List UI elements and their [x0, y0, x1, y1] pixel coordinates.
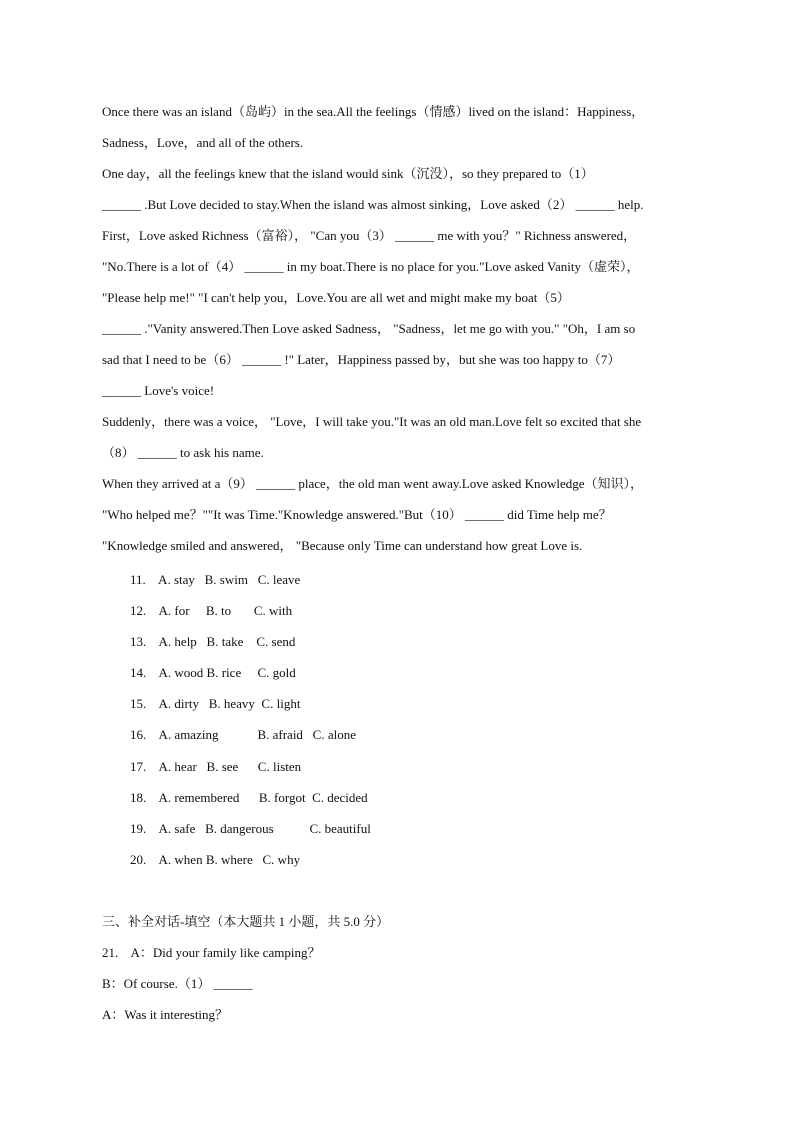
question-option-row: 17. A. hear B. see C. listen	[130, 758, 302, 774]
question-option-row: 13. A. help B. take C. send	[130, 634, 296, 650]
passage-line: （8） ______ to ask his name.	[102, 445, 264, 460]
passage-line: "Please help me!" "I can't help you，Love.You are all wet and might make my boat（5）	[102, 290, 570, 305]
dialogue-line: B：Of course.（1） ______	[102, 976, 253, 991]
passage-line: ______ ."Vanity answered.Then Love asked Sadness， "Sadness，let me go with you." "Oh，I am so	[102, 321, 636, 336]
passage-line: ______ Love's voice!	[102, 383, 215, 398]
passage-line: Once there was an island（岛屿）in the sea.All the feelings（情感）lived on the island：Happiness，	[102, 104, 645, 119]
passage-line: "No.There is a lot of（4） ______ in my boat.There is no place for you."Love asked Vanity（虚荣），	[102, 259, 640, 274]
question-option-row: 11. A. stay B. swim C. leave	[130, 572, 301, 587]
passage-line: When they arrived at a（9） ______ place，the old man went away.Love asked Knowledge（知识），	[102, 476, 644, 491]
dialogue-line: 21. A：Did your family like camping？	[102, 945, 321, 960]
question-option-row: 18. A. remembered B. forgot C. decided	[130, 789, 368, 805]
passage-line: "Knowledge smiled and answered， "Because only Time can understand how great Love is.	[102, 538, 583, 553]
dialogue-section	[102, 912, 702, 1036]
dialogue-line: A：Was it interesting？	[102, 1007, 229, 1022]
answer-options-list	[130, 570, 630, 881]
passage-line: sad that I need to be（6） ______ !" Later，Happiness passed by，but she was too happy to（7）	[102, 352, 621, 367]
passage-line: Sadness，Love，and all of the others.	[102, 135, 304, 150]
passage-line: One day，all the feelings knew that the island would sink（沉没），so they prepared to（1）	[102, 166, 594, 181]
passage-line: Suddenly，there was a voice， "Love，I will take you."It was an old man.Love felt so excited that she	[102, 414, 642, 429]
question-option-row: 16. A. amazing B. afraid C. alone	[130, 727, 357, 743]
section-title: 三、补全对话-填空（本大题共 1 小题，共 5.0 分）	[102, 914, 390, 929]
question-option-row: 12. A. for B. to C. with	[130, 603, 293, 619]
passage-line: ______ .But Love decided to stay.When the island was almost sinking，Love asked（2） ______ help.	[102, 197, 644, 212]
cloze-passage	[102, 102, 702, 567]
passage-line: "Who helped me？""It was Time."Knowledge answered."But（10） ______ did Time help me？	[102, 507, 612, 522]
question-option-row: 20. A. when B. where C. why	[130, 851, 301, 867]
question-option-row: 19. A. safe B. dangerous C. beautiful	[130, 820, 371, 836]
passage-line: First，Love asked Richness（富裕）， "Can you（3） ______ me with you？" Richness answered，	[102, 228, 637, 243]
question-option-row: 15. A. dirty B. heavy C. light	[130, 696, 301, 712]
question-option-row: 14. A. wood B. rice C. gold	[130, 665, 296, 681]
